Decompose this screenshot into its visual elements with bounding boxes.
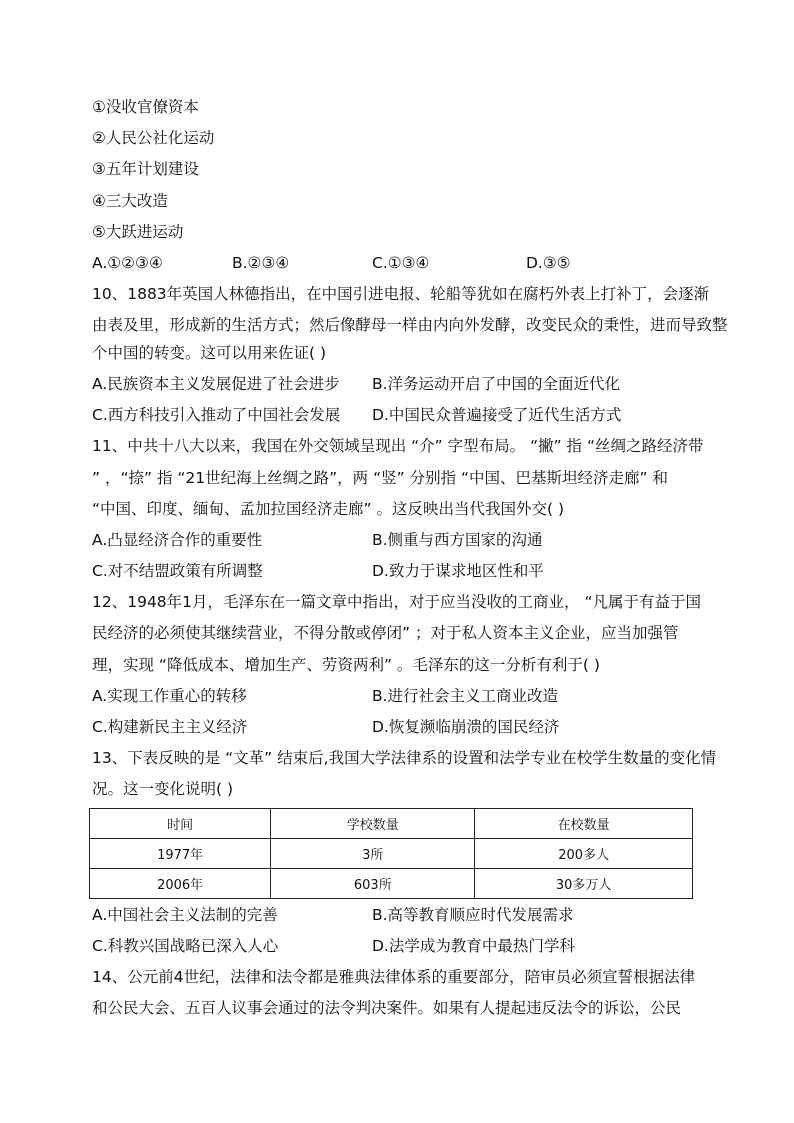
q13-option-d: D.法学成为教育中最热门学科 bbox=[372, 937, 575, 955]
q11-line-2: ” ，“捺” 指 “21世纪海上丝绸之路”，两 “竖” 分别指 “中国、巴基斯坦经济走廊” 和 bbox=[92, 469, 668, 487]
q10-option-a: A.民族资本主义发展促进了社会进步 bbox=[92, 375, 340, 393]
table-header-row bbox=[90, 809, 693, 839]
table-row bbox=[90, 839, 693, 869]
q11-option-c: C.对不结盟政策有所调整 bbox=[92, 562, 263, 580]
q10-line-3: 个中国的转变。这可以用来佐证( ) bbox=[92, 344, 327, 362]
table-header-cell: 学校数量 bbox=[271, 809, 475, 839]
q9-option-d: D.③⑤ bbox=[526, 254, 571, 272]
table-cell: 200多人 bbox=[475, 839, 693, 869]
list-item-3: ③五年计划建设 bbox=[92, 160, 199, 178]
list-item-4: ④三大改造 bbox=[92, 192, 168, 210]
q12-line-1: 12、1948年1月，毛泽东在一篇文章中指出，对于应当没收的工商业， “凡属于有益于国 bbox=[92, 593, 701, 611]
q13-line-1: 13、下表反映的是 “文革” 结束后,我国大学法律系的设置和法学专业在校学生数量的变化情 bbox=[92, 749, 717, 767]
table-cell: 3所 bbox=[271, 839, 475, 869]
q10-option-b: B.洋务运动开启了中国的全面近代化 bbox=[372, 375, 621, 393]
q12-line-3: 理，实现 “降低成本、增加生产、劳资两利” 。毛泽东的这一分析有利于( ) bbox=[92, 656, 600, 674]
q9-option-c: C.①③④ bbox=[372, 254, 430, 272]
q12-line-2: 民经济的必须使其继续营业，不得分散或停闭” ；对于私人资本主义企业，应当加强管 bbox=[92, 624, 679, 642]
q10-option-d: D.中国民众普遍接受了近代生活方式 bbox=[372, 406, 622, 424]
table-cell: 1977年 bbox=[90, 839, 271, 869]
q13-option-a: A.中国社会主义法制的完善 bbox=[92, 906, 278, 924]
q12-option-d: D.恢复濒临崩溃的国民经济 bbox=[372, 718, 560, 736]
q12-option-a: A.实现工作重心的转移 bbox=[92, 687, 247, 705]
q13-line-2: 况。这一变化说明( ) bbox=[92, 780, 234, 798]
q11-option-d: D.致力于谋求地区性和平 bbox=[372, 562, 544, 580]
law-education-table bbox=[89, 808, 693, 899]
q12-option-c: C.构建新民主主义经济 bbox=[92, 718, 248, 736]
q14-line-1: 14、公元前4世纪，法律和法令都是雅典法律体系的重要部分，陪审员必须宣誓根据法律 bbox=[92, 968, 696, 986]
q11-line-1: 11、中共十八大以来，我国在外交领域呈现出 “介” 字型布局。 “撇” 指 “丝绸之路经济带 bbox=[92, 437, 704, 455]
q9-option-a: A.①②③④ bbox=[92, 254, 163, 272]
list-item-5: ⑤大跃进运动 bbox=[92, 223, 184, 241]
table-cell: 2006年 bbox=[90, 869, 271, 899]
q11-option-b: B.侧重与西方国家的沟通 bbox=[372, 531, 543, 549]
table-cell: 603所 bbox=[271, 869, 475, 899]
list-item-2: ②人民公社化运动 bbox=[92, 129, 215, 147]
q11-line-3: “中国、印度、缅甸、孟加拉国经济走廊” 。这反映出当代我国外交( ) bbox=[92, 500, 565, 518]
list-item-1: ①没收官僚资本 bbox=[92, 98, 199, 116]
q11-option-a: A.凸显经济合作的重要性 bbox=[92, 531, 263, 549]
table-row bbox=[90, 869, 693, 899]
q13-option-b: B.高等教育顺应时代发展需求 bbox=[372, 906, 574, 924]
q10-option-c: C.西方科技引入推动了中国社会发展 bbox=[92, 406, 341, 424]
q13-option-c: C.科教兴国战略已深入人心 bbox=[92, 937, 279, 955]
q9-option-b: B.②③④ bbox=[232, 254, 290, 272]
q12-option-b: B.进行社会主义工商业改造 bbox=[372, 687, 559, 705]
table-header-cell: 在校数量 bbox=[475, 809, 693, 839]
q10-line-2: 由表及里，形成新的生活方式；然后像酵母一样由内向外发酵，改变民众的秉性，进而导致整 bbox=[92, 316, 728, 334]
table-header-cell: 时间 bbox=[90, 809, 271, 839]
table-cell: 30多万人 bbox=[475, 869, 693, 899]
q10-line-1: 10、1883年英国人林德指出，在中国引进电报、轮船等犹如在腐朽外表上打补丁，会逐渐 bbox=[92, 285, 710, 303]
q14-line-2: 和公民大会、五百人议事会通过的法令判决案件。如果有人提起违反法令的诉讼，公民 bbox=[92, 999, 682, 1017]
